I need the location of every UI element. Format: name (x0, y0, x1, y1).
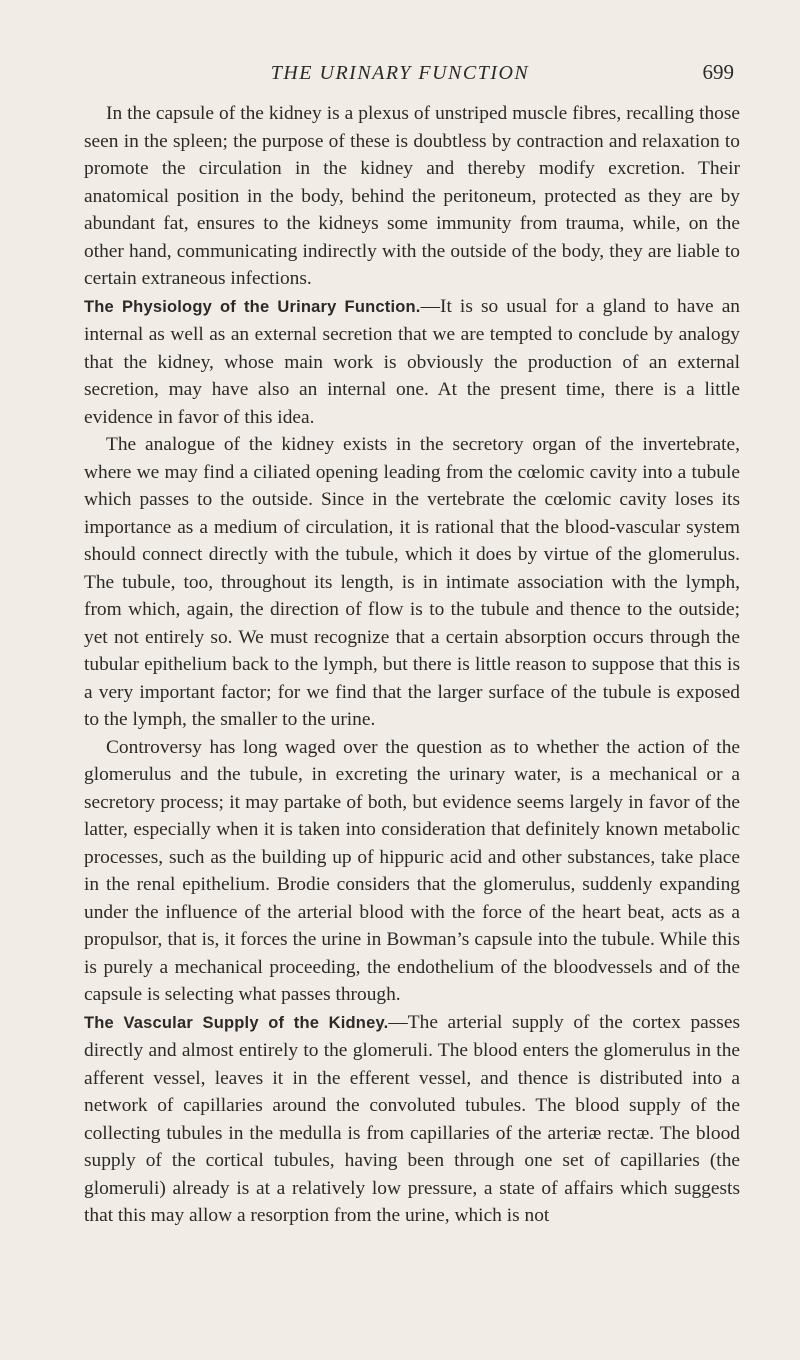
paragraph-capsule (84, 100, 740, 293)
body-text (84, 100, 740, 1230)
paragraph-text: The analogue of the kidney exists in the secretory organ of the invertebrate, where we may find a ciliated opening leading from the cœlomic cavity into a tubule which passes to the outside. Since in the vertebrate the cœlomic cavity loses its importance as a medium of circulation, it is rational that the blood-vascular system should connect directly with the tubule, which it does by virtue of the glomerulus. The tubule, too, throughout its length, is in intimate association with the lymph, from which, again, the direction of flow is to the tubule and thence to the outside; yet not entirely so. We must recognize that a certain absorption occurs through the tubular epithelium back to the lymph, but there is little reason to suppose that this is a very important factor; for we find that the larger surface of the tubule is exposed to the lymph, the smaller to the urine. (84, 434, 740, 730)
paragraph-text: Controversy has long waged over the question as to whether the action of the glomerulus and the tubule, in excreting the urinary water, is a mechanical or a secretory process; it may partake of both, but evidence seems largely in favor of the latter, especially when it is taken into consideration that definitely known metabolic processes, such as the building up of hippuric acid and other substances, take place in the renal epithelium. Brodie considers that the glomerulus, suddenly expanding under the influence of the arterial blood with the force of the heart beat, acts as a propulsor, that is, it forces the urine in Bowman’s capsule into the tubule. While this is purely a mechanical proceeding, the endothelium of the bloodvessels and of the capsule is selecting what passes through. (84, 736, 740, 1005)
running-header (66, 40, 734, 84)
section-heading-physiology: The Physiology of the Urinary Function. (84, 297, 421, 316)
section-heading-vascular-supply: The Vascular Supply of the Kidney. (84, 1013, 389, 1032)
paragraph-physiology (84, 293, 740, 432)
paragraph-vascular-supply (84, 1009, 740, 1230)
paragraph-analogue (84, 431, 740, 734)
paragraph-text: —It is so usual for a gland to have an internal as well as an external secretion that we are tempted to conclude by analogy that the kidney, whose main work is obviously the production of an external secretion, may have also an internal one. At the present time, there is a little evidence in favor of this idea. (84, 295, 741, 428)
paragraph-text: In the capsule of the kidney is a plexus of unstriped muscle fibres, recalling those seen in the spleen; the purpose of these is doubtless by contraction and relaxation to promote the circulation in the kidney and thereby modify excretion. Their anatomical position in the body, behind the peritoneum, protected as they are by abundant fat, ensures to the kidneys some immunity from trauma, while, on the other hand, communicating indirectly with the outside of the body, they are liable to certain extraneous infections. (84, 103, 740, 289)
page-number: 699 (702, 60, 734, 84)
paragraph-controversy (84, 734, 740, 1009)
paragraph-text: —The arterial supply of the cortex passes directly and almost entirely to the glomeruli. The blood enters the glomerulus in the afferent vessel, leaves it in the efferent vessel, and thence is distributed into a network of capillaries around the convoluted tubules. The blood supply of the collecting tubules in the medulla is from capillaries of the arteriæ rectæ. The blood supply of the cortical tubules, having been through one set of capillaries (the glomeruli) already is at a relatively low pressure, a state of affairs which suggests that this may allow a resorption from the urine, which is not (84, 1011, 740, 1226)
running-title: THE URINARY FUNCTION (270, 62, 530, 84)
